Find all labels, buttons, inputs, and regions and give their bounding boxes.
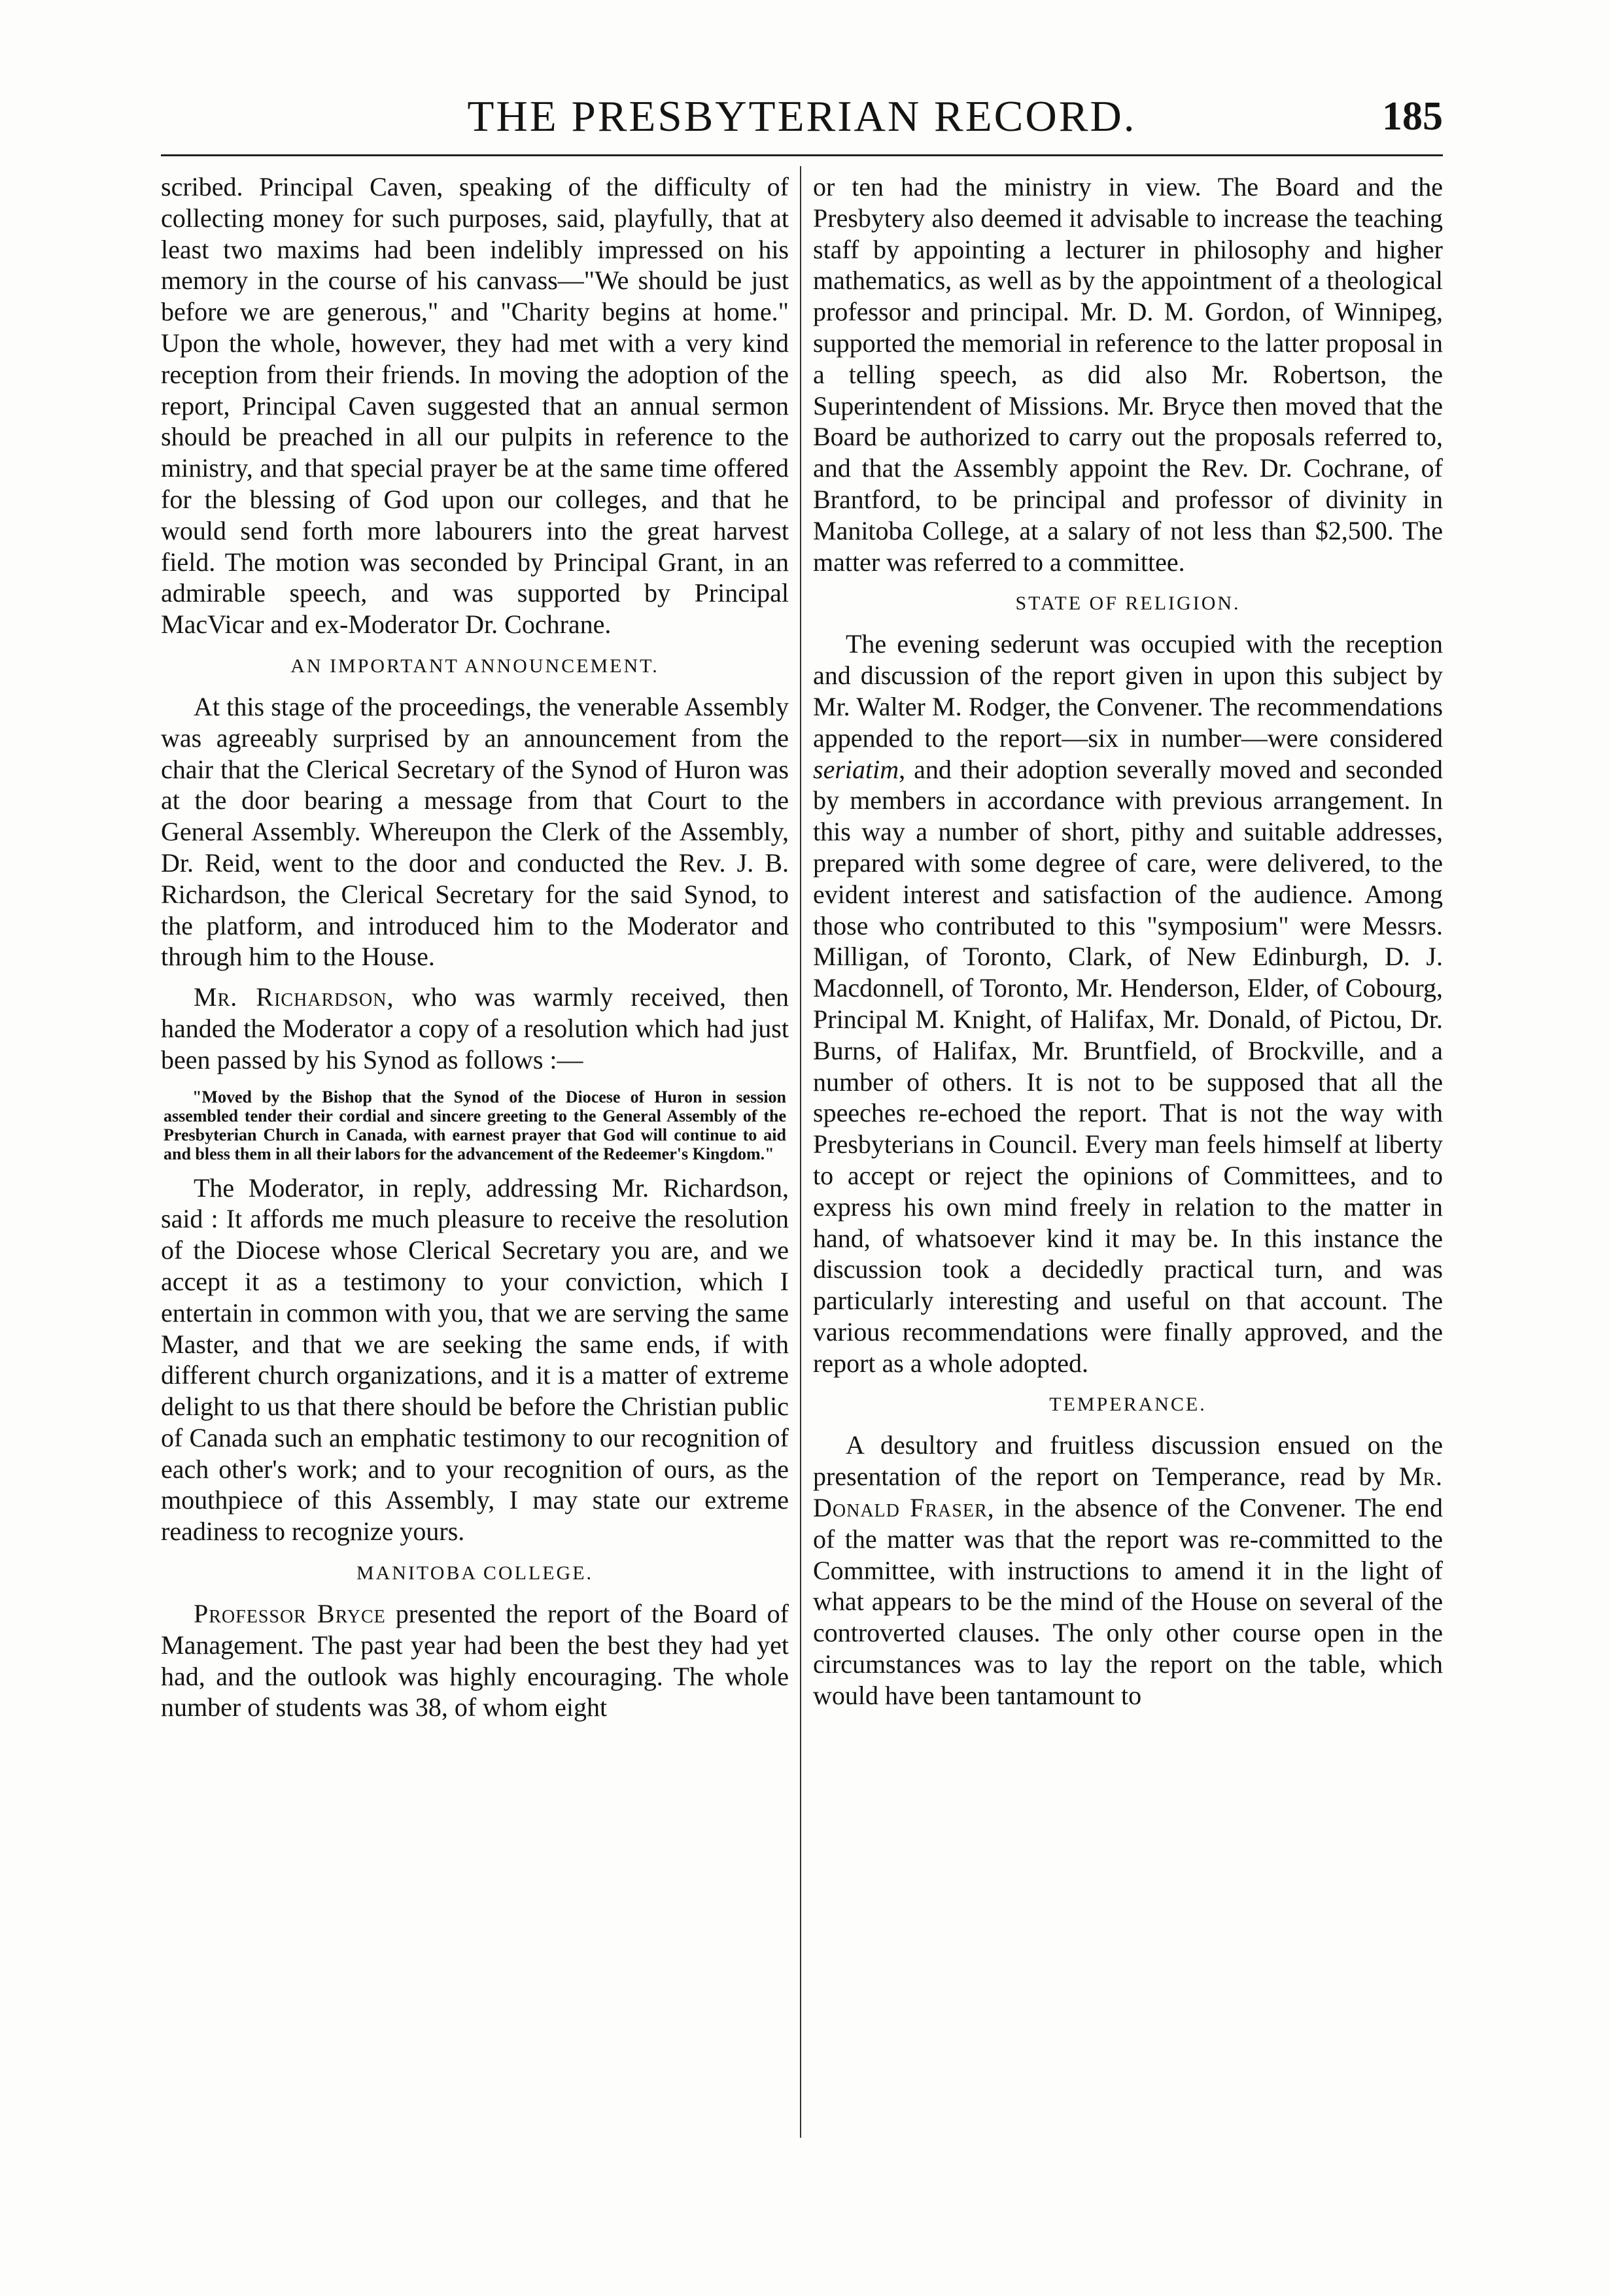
resolution-quote: "Moved by the Bishop that the Synod of the Diocese of Huron in session assembled tender their cordial and sincere greeting to the General Assembly of the Presbyterian Church in Canada, with earnest prayer that God will continue to aid and bless them in all their labors for the advancement of the Redeemer's Kingdom." bbox=[164, 1087, 786, 1163]
paragraph-text: who was warmly received, then handed the Moderator a copy of a resolution which had just been passed by his Synod as follows :— bbox=[161, 982, 789, 1074]
paragraph-text: A desultory and fruitless discussion ensued on the presentation of the report on Temperance, read by bbox=[813, 1430, 1443, 1492]
speaker-name: Professor Bryce bbox=[194, 1599, 386, 1629]
page-number: 185 bbox=[1382, 94, 1443, 139]
section-heading-announcement: AN IMPORTANT ANNOUNCEMENT. bbox=[290, 655, 659, 677]
paragraph-text: presented the report of the Board of Management. The past year had been the best they had yet had, and the outlook was highly encouraging. The whole number of students was 38, of whom eight bbox=[161, 1599, 789, 1722]
column-divider bbox=[800, 166, 801, 2138]
paragraph-bryce bbox=[161, 1598, 789, 1723]
paragraph-announcement: At this stage of the proceedings, the venerable Assembly was agreeably surprised by an announcement from the chair that the Clerical Secretary of the Synod of Huron was at the door bearing a message from that Court to the General Assembly. Whereupon the Clerk of the Assembly, Dr. Reid, went to the door and conducted the Rev. J. B. Richardson, the Clerical Secretary for the said Synod, to the platform, and introduced him to the Moderator and through him to the House. bbox=[161, 691, 789, 972]
paragraph-richardson bbox=[161, 982, 789, 1075]
left-column bbox=[161, 171, 789, 2166]
speaker-name: Mr. Donald Fraser, bbox=[813, 1462, 1443, 1523]
paragraph-religion bbox=[813, 628, 1443, 1379]
paragraph-moderator-reply: The Moderator, in reply, addressing Mr. Richardson, said : It affords me much pleasure to receive the resolution of the Diocese whose Clerical Secretary you are, and we accept it as a testimony to your conviction, which I entertain in common with you, that we are serving the same Master, and that we are seeking the same ends, if with different church organizations, and it is a matter of extreme delight to us that there should be before the Christian public of Canada such an emphatic testimony to our recognition of each other's work; and to your recognition of ours, as the mouthpiece of this Assembly, I may state our extreme readiness to recognize yours. bbox=[161, 1173, 789, 1547]
paragraph-temperance bbox=[813, 1430, 1443, 1711]
paragraph-continued: scribed. Principal Caven, speaking of the difficulty of collecting money for such purposes, said, playfully, that at least two maxims had been indelibly impressed on his memory in the course of his canvass—"We should be just before we are generous," and "Charity begins at home." Upon the whole, however, they had met with a very kind reception from their friends. In moving the adoption of the report, Principal Caven suggested that an annual sermon should be preached in all our pulpits in reference to the ministry, and that special prayer be at the same time offered for the blessing of God upon our colleges, and that he would send forth more labourers into the great harvest field. The motion was seconded by Principal Grant, in an admirable speech, and was supported by Principal MacVicar and ex-Moderator Dr. Cochrane. bbox=[161, 172, 789, 640]
header-rule bbox=[161, 154, 1443, 156]
section-heading-manitoba: MANITOBA COLLEGE. bbox=[356, 1562, 594, 1585]
section-heading-religion: STATE OF RELIGION. bbox=[1015, 592, 1241, 615]
right-column bbox=[813, 171, 1443, 2166]
publication-title: THE PRESBYTERIAN RECORD. bbox=[467, 92, 1137, 141]
paragraph-text: , and their adoption severally moved and seconded by members in accordance with previous arrangement. In this way a number of short, pithy and suitable addresses, prepared with some degree of care, were delivered, to the evident interest and satisfaction of the audience. Among those who contributed to this "symposium" were Messrs. Milligan, of Toronto, Clark, of New Edinburgh, D. J. Macdonnell, of Toronto, Mr. Henderson, Elder, of Cobourg, Principal M. Knight, of Halifax, Mr. Donald, of Pictou, Dr. Burns, of Halifax, Mr. Bruntfield, of Brockville, and a number of others. It is not to be supposed that all the speeches re-echoed the report. That is not the way with Presbyterians in Council. Every man feels himself at liberty to accept or reject the opinions of Committees, and to express his own mind freely in relation to the matter in hand, of whatsoever kind it may be. In this instance the discussion took a decidedly practical turn, and was particularly interesting and useful on that account. The various recommendations were finally approved, and the report as a whole adopted. bbox=[813, 754, 1443, 1378]
running-header bbox=[161, 90, 1443, 143]
speaker-name: Mr. Richardson, bbox=[194, 982, 394, 1012]
paragraph-text: in the absence of the Convener. The end of the matter was that the report was re-committed to the Committee, with instructions to amend it in the light of what appears to be the mind of the House on several of the controverted clauses. The only other course open in the circumstances was to lay the report on the table, which would have been tantamount to bbox=[813, 1493, 1443, 1710]
paragraph-text: The evening sederunt was occupied with the reception and discussion of the report given in upon this subject by Mr. Walter M. Rodger, the Convener. The recommendations appended to the report—six in number—were considered bbox=[813, 629, 1443, 753]
section-heading-temperance: TEMPERANCE. bbox=[1049, 1394, 1207, 1416]
paragraph-continued: or ten had the ministry in view. The Board and the Presbytery also deemed it advisable to increase the teaching staff by appointing a lecturer in philosophy and higher mathematics, as well as by the appointment of a theological professor and principal. Mr. D. M. Gordon, of Winnipeg, supported the memorial in reference to the latter proposal in a telling speech, as did also Mr. Robertson, the Superintendent of Missions. Mr. Bryce then moved that the Board be authorized to carry out the proposals referred to, and that the Assembly appoint the Rev. Dr. Cochrane, of Brantford, to be principal and professor of divinity in Manitoba College, at a salary of not less than $2,500. The matter was referred to a committee. bbox=[813, 172, 1443, 577]
italic-term: seriatim bbox=[813, 754, 899, 784]
